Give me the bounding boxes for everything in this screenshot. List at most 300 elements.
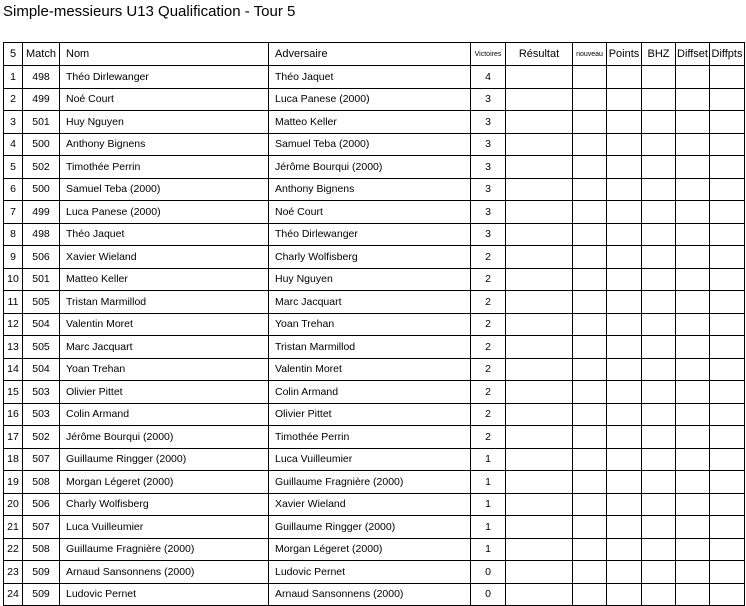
new-cell bbox=[573, 133, 607, 156]
table-row bbox=[4, 268, 745, 291]
bhz-cell bbox=[642, 66, 676, 89]
victories-cell: 2 bbox=[471, 403, 506, 426]
diffpts-cell bbox=[710, 201, 745, 224]
victories-cell: 2 bbox=[471, 291, 506, 314]
match-cell: 505 bbox=[23, 336, 60, 359]
points-cell bbox=[607, 538, 642, 561]
victories-cell: 2 bbox=[471, 381, 506, 404]
rank-cell: 11 bbox=[4, 291, 23, 314]
match-cell: 509 bbox=[23, 583, 60, 606]
match-cell: 502 bbox=[23, 156, 60, 179]
match-cell: 508 bbox=[23, 471, 60, 494]
diffpts-cell bbox=[710, 246, 745, 269]
new-cell bbox=[573, 201, 607, 224]
victories-cell: 2 bbox=[471, 268, 506, 291]
new-cell bbox=[573, 66, 607, 89]
table-row bbox=[4, 223, 745, 246]
points-cell bbox=[607, 381, 642, 404]
diffpts-cell bbox=[710, 516, 745, 539]
opponent-name-cell: Morgan Légeret (2000) bbox=[269, 538, 471, 561]
bhz-cell bbox=[642, 403, 676, 426]
table-row bbox=[4, 471, 745, 494]
bhz-cell bbox=[642, 133, 676, 156]
player-name-cell: Tristan Marmillod bbox=[60, 291, 269, 314]
diffset-cell bbox=[676, 336, 710, 359]
result-cell bbox=[506, 358, 573, 381]
diffset-cell bbox=[676, 291, 710, 314]
diffpts-cell bbox=[710, 381, 745, 404]
diffset-cell bbox=[676, 313, 710, 336]
diffset-cell bbox=[676, 268, 710, 291]
result-cell bbox=[506, 381, 573, 404]
opponent-name-cell: Luca Vuilleumier bbox=[269, 448, 471, 471]
victories-cell: 3 bbox=[471, 133, 506, 156]
match-cell: 504 bbox=[23, 358, 60, 381]
table-row bbox=[4, 516, 745, 539]
rank-cell: 4 bbox=[4, 133, 23, 156]
header-victoires: Victoires bbox=[471, 43, 506, 66]
table-row bbox=[4, 583, 745, 606]
table-row bbox=[4, 358, 745, 381]
result-cell bbox=[506, 493, 573, 516]
rank-cell: 17 bbox=[4, 426, 23, 449]
opponent-name-cell: Luca Panese (2000) bbox=[269, 88, 471, 111]
new-cell bbox=[573, 223, 607, 246]
page-title: Simple-messieurs U13 Qualification - Tour 5 bbox=[3, 3, 296, 20]
bhz-cell bbox=[642, 493, 676, 516]
match-cell: 505 bbox=[23, 291, 60, 314]
rank-cell: 6 bbox=[4, 178, 23, 201]
diffpts-cell bbox=[710, 133, 745, 156]
player-name-cell: Matteo Keller bbox=[60, 268, 269, 291]
rank-cell: 15 bbox=[4, 381, 23, 404]
points-cell bbox=[607, 88, 642, 111]
rank-cell: 20 bbox=[4, 493, 23, 516]
rank-cell: 10 bbox=[4, 268, 23, 291]
header-round: 5 bbox=[4, 43, 23, 66]
player-name-cell: Xavier Wieland bbox=[60, 246, 269, 269]
new-cell bbox=[573, 403, 607, 426]
new-cell bbox=[573, 268, 607, 291]
bhz-cell bbox=[642, 336, 676, 359]
match-cell: 500 bbox=[23, 178, 60, 201]
points-cell bbox=[607, 111, 642, 134]
new-cell bbox=[573, 538, 607, 561]
opponent-name-cell: Matteo Keller bbox=[269, 111, 471, 134]
header-points: Points bbox=[607, 43, 642, 66]
victories-cell: 2 bbox=[471, 358, 506, 381]
player-name-cell: Olivier Pittet bbox=[60, 381, 269, 404]
match-cell: 507 bbox=[23, 516, 60, 539]
bhz-cell bbox=[642, 88, 676, 111]
header-match: Match bbox=[23, 43, 60, 66]
new-cell bbox=[573, 88, 607, 111]
table-row bbox=[4, 88, 745, 111]
victories-cell: 0 bbox=[471, 583, 506, 606]
new-cell bbox=[573, 493, 607, 516]
points-cell bbox=[607, 493, 642, 516]
rank-cell: 12 bbox=[4, 313, 23, 336]
table-row bbox=[4, 448, 745, 471]
standings-table bbox=[3, 42, 745, 606]
opponent-name-cell: Samuel Teba (2000) bbox=[269, 133, 471, 156]
diffset-cell bbox=[676, 201, 710, 224]
rank-cell: 23 bbox=[4, 561, 23, 584]
player-name-cell: Ludovic Pernet bbox=[60, 583, 269, 606]
rank-cell: 8 bbox=[4, 223, 23, 246]
table-row bbox=[4, 381, 745, 404]
victories-cell: 1 bbox=[471, 471, 506, 494]
match-cell: 509 bbox=[23, 561, 60, 584]
result-cell bbox=[506, 201, 573, 224]
bhz-cell bbox=[642, 201, 676, 224]
player-name-cell: Anthony Bignens bbox=[60, 133, 269, 156]
match-cell: 498 bbox=[23, 223, 60, 246]
diffpts-cell bbox=[710, 313, 745, 336]
table-row bbox=[4, 493, 745, 516]
table-row bbox=[4, 403, 745, 426]
match-cell: 508 bbox=[23, 538, 60, 561]
rank-cell: 16 bbox=[4, 403, 23, 426]
result-cell bbox=[506, 403, 573, 426]
opponent-name-cell: Jérôme Bourqui (2000) bbox=[269, 156, 471, 179]
opponent-name-cell: Colin Armand bbox=[269, 381, 471, 404]
victories-cell: 3 bbox=[471, 156, 506, 179]
diffset-cell bbox=[676, 358, 710, 381]
table-row bbox=[4, 156, 745, 179]
player-name-cell: Valentin Moret bbox=[60, 313, 269, 336]
points-cell bbox=[607, 358, 642, 381]
player-name-cell: Morgan Légeret (2000) bbox=[60, 471, 269, 494]
opponent-name-cell: Théo Jaquet bbox=[269, 66, 471, 89]
opponent-name-cell: Olivier Pittet bbox=[269, 403, 471, 426]
bhz-cell bbox=[642, 561, 676, 584]
player-name-cell: Luca Vuilleumier bbox=[60, 516, 269, 539]
rank-cell: 19 bbox=[4, 471, 23, 494]
player-name-cell: Arnaud Sansonnens (2000) bbox=[60, 561, 269, 584]
new-cell bbox=[573, 516, 607, 539]
victories-cell: 4 bbox=[471, 66, 506, 89]
match-cell: 500 bbox=[23, 133, 60, 156]
points-cell bbox=[607, 426, 642, 449]
points-cell bbox=[607, 313, 642, 336]
rank-cell: 7 bbox=[4, 201, 23, 224]
points-cell bbox=[607, 201, 642, 224]
player-name-cell: Colin Armand bbox=[60, 403, 269, 426]
bhz-cell bbox=[642, 426, 676, 449]
opponent-name-cell: Arnaud Sansonnens (2000) bbox=[269, 583, 471, 606]
diffset-cell bbox=[676, 403, 710, 426]
rank-cell: 21 bbox=[4, 516, 23, 539]
victories-cell: 2 bbox=[471, 336, 506, 359]
victories-cell: 1 bbox=[471, 516, 506, 539]
new-cell bbox=[573, 448, 607, 471]
rank-cell: 5 bbox=[4, 156, 23, 179]
opponent-name-cell: Xavier Wieland bbox=[269, 493, 471, 516]
diffset-cell bbox=[676, 516, 710, 539]
header-nom: Nom bbox=[60, 43, 269, 66]
diffpts-cell bbox=[710, 178, 745, 201]
match-cell: 506 bbox=[23, 246, 60, 269]
diffpts-cell bbox=[710, 583, 745, 606]
new-cell bbox=[573, 291, 607, 314]
diffset-cell bbox=[676, 381, 710, 404]
opponent-name-cell: Charly Wolfisberg bbox=[269, 246, 471, 269]
victories-cell: 3 bbox=[471, 111, 506, 134]
opponent-name-cell: Théo Dirlewanger bbox=[269, 223, 471, 246]
diffpts-cell bbox=[710, 223, 745, 246]
player-name-cell: Guillaume Ringger (2000) bbox=[60, 448, 269, 471]
opponent-name-cell: Tristan Marmillod bbox=[269, 336, 471, 359]
table-row bbox=[4, 201, 745, 224]
result-cell bbox=[506, 313, 573, 336]
diffset-cell bbox=[676, 561, 710, 584]
result-cell bbox=[506, 336, 573, 359]
diffset-cell bbox=[676, 111, 710, 134]
victories-cell: 3 bbox=[471, 88, 506, 111]
new-cell bbox=[573, 313, 607, 336]
points-cell bbox=[607, 583, 642, 606]
new-cell bbox=[573, 111, 607, 134]
rank-cell: 24 bbox=[4, 583, 23, 606]
diffpts-cell bbox=[710, 66, 745, 89]
diffset-cell bbox=[676, 178, 710, 201]
diffpts-cell bbox=[710, 426, 745, 449]
result-cell bbox=[506, 111, 573, 134]
new-cell bbox=[573, 156, 607, 179]
match-cell: 506 bbox=[23, 493, 60, 516]
points-cell bbox=[607, 471, 642, 494]
player-name-cell: Noé Court bbox=[60, 88, 269, 111]
player-name-cell: Huy Nguyen bbox=[60, 111, 269, 134]
diffpts-cell bbox=[710, 493, 745, 516]
match-cell: 502 bbox=[23, 426, 60, 449]
bhz-cell bbox=[642, 583, 676, 606]
diffpts-cell bbox=[710, 403, 745, 426]
points-cell bbox=[607, 156, 642, 179]
bhz-cell bbox=[642, 313, 676, 336]
diffpts-cell bbox=[710, 448, 745, 471]
rank-cell: 2 bbox=[4, 88, 23, 111]
victories-cell: 3 bbox=[471, 201, 506, 224]
diffset-cell bbox=[676, 133, 710, 156]
diffpts-cell bbox=[710, 336, 745, 359]
points-cell bbox=[607, 223, 642, 246]
opponent-name-cell: Guillaume Fragnière (2000) bbox=[269, 471, 471, 494]
bhz-cell bbox=[642, 538, 676, 561]
table-row bbox=[4, 291, 745, 314]
rank-cell: 13 bbox=[4, 336, 23, 359]
bhz-cell bbox=[642, 381, 676, 404]
bhz-cell bbox=[642, 358, 676, 381]
victories-cell: 1 bbox=[471, 493, 506, 516]
result-cell bbox=[506, 291, 573, 314]
opponent-name-cell: Valentin Moret bbox=[269, 358, 471, 381]
opponent-name-cell: Noé Court bbox=[269, 201, 471, 224]
match-cell: 503 bbox=[23, 381, 60, 404]
points-cell bbox=[607, 448, 642, 471]
points-cell bbox=[607, 178, 642, 201]
diffpts-cell bbox=[710, 291, 745, 314]
points-cell bbox=[607, 268, 642, 291]
match-cell: 503 bbox=[23, 403, 60, 426]
player-name-cell: Théo Dirlewanger bbox=[60, 66, 269, 89]
new-cell bbox=[573, 336, 607, 359]
result-cell bbox=[506, 88, 573, 111]
match-cell: 498 bbox=[23, 66, 60, 89]
result-cell bbox=[506, 133, 573, 156]
new-cell bbox=[573, 471, 607, 494]
header-nouveau: nouveau bbox=[573, 43, 607, 66]
bhz-cell bbox=[642, 178, 676, 201]
diffset-cell bbox=[676, 66, 710, 89]
result-cell bbox=[506, 66, 573, 89]
header-diffpts: Diffpts bbox=[710, 43, 745, 66]
victories-cell: 0 bbox=[471, 561, 506, 584]
bhz-cell bbox=[642, 223, 676, 246]
new-cell bbox=[573, 358, 607, 381]
result-cell bbox=[506, 178, 573, 201]
points-cell bbox=[607, 133, 642, 156]
points-cell bbox=[607, 561, 642, 584]
diffpts-cell bbox=[710, 561, 745, 584]
victories-cell: 3 bbox=[471, 178, 506, 201]
player-name-cell: Marc Jacquart bbox=[60, 336, 269, 359]
player-name-cell: Théo Jaquet bbox=[60, 223, 269, 246]
table-row bbox=[4, 561, 745, 584]
new-cell bbox=[573, 381, 607, 404]
table-row bbox=[4, 178, 745, 201]
result-cell bbox=[506, 471, 573, 494]
bhz-cell bbox=[642, 516, 676, 539]
result-cell bbox=[506, 561, 573, 584]
points-cell bbox=[607, 246, 642, 269]
victories-cell: 3 bbox=[471, 223, 506, 246]
result-cell bbox=[506, 223, 573, 246]
table-row bbox=[4, 111, 745, 134]
diffpts-cell bbox=[710, 471, 745, 494]
victories-cell: 1 bbox=[471, 448, 506, 471]
result-cell bbox=[506, 426, 573, 449]
victories-cell: 2 bbox=[471, 426, 506, 449]
opponent-name-cell: Guillaume Ringger (2000) bbox=[269, 516, 471, 539]
points-cell bbox=[607, 403, 642, 426]
diffset-cell bbox=[676, 246, 710, 269]
header-resultat: Résultat bbox=[506, 43, 573, 66]
diffpts-cell bbox=[710, 268, 745, 291]
diffpts-cell bbox=[710, 358, 745, 381]
new-cell bbox=[573, 178, 607, 201]
table-row bbox=[4, 133, 745, 156]
new-cell bbox=[573, 561, 607, 584]
match-cell: 499 bbox=[23, 88, 60, 111]
rank-cell: 18 bbox=[4, 448, 23, 471]
player-name-cell: Guillaume Fragnière (2000) bbox=[60, 538, 269, 561]
diffset-cell bbox=[676, 223, 710, 246]
victories-cell: 2 bbox=[471, 313, 506, 336]
diffpts-cell bbox=[710, 538, 745, 561]
result-cell bbox=[506, 538, 573, 561]
table-row bbox=[4, 426, 745, 449]
diffset-cell bbox=[676, 471, 710, 494]
opponent-name-cell: Huy Nguyen bbox=[269, 268, 471, 291]
opponent-name-cell: Timothée Perrin bbox=[269, 426, 471, 449]
table-row bbox=[4, 336, 745, 359]
table-row bbox=[4, 313, 745, 336]
bhz-cell bbox=[642, 111, 676, 134]
diffpts-cell bbox=[710, 156, 745, 179]
match-cell: 504 bbox=[23, 313, 60, 336]
player-name-cell: Jérôme Bourqui (2000) bbox=[60, 426, 269, 449]
victories-cell: 2 bbox=[471, 246, 506, 269]
table-row bbox=[4, 246, 745, 269]
bhz-cell bbox=[642, 156, 676, 179]
bhz-cell bbox=[642, 291, 676, 314]
rank-cell: 1 bbox=[4, 66, 23, 89]
victories-cell: 1 bbox=[471, 538, 506, 561]
header-diffset: Diffset bbox=[676, 43, 710, 66]
header-adversaire: Adversaire bbox=[269, 43, 471, 66]
points-cell bbox=[607, 516, 642, 539]
bhz-cell bbox=[642, 246, 676, 269]
result-cell bbox=[506, 448, 573, 471]
diffset-cell bbox=[676, 156, 710, 179]
points-cell bbox=[607, 291, 642, 314]
diffpts-cell bbox=[710, 88, 745, 111]
bhz-cell bbox=[642, 471, 676, 494]
bhz-cell bbox=[642, 268, 676, 291]
diffset-cell bbox=[676, 426, 710, 449]
match-cell: 507 bbox=[23, 448, 60, 471]
rank-cell: 22 bbox=[4, 538, 23, 561]
new-cell bbox=[573, 583, 607, 606]
diffset-cell bbox=[676, 88, 710, 111]
player-name-cell: Timothée Perrin bbox=[60, 156, 269, 179]
diffset-cell bbox=[676, 538, 710, 561]
match-cell: 501 bbox=[23, 268, 60, 291]
diffset-cell bbox=[676, 493, 710, 516]
result-cell bbox=[506, 268, 573, 291]
player-name-cell: Charly Wolfisberg bbox=[60, 493, 269, 516]
diffset-cell bbox=[676, 448, 710, 471]
new-cell bbox=[573, 426, 607, 449]
rank-cell: 14 bbox=[4, 358, 23, 381]
diffpts-cell bbox=[710, 111, 745, 134]
header-row bbox=[4, 43, 745, 66]
rank-cell: 3 bbox=[4, 111, 23, 134]
opponent-name-cell: Anthony Bignens bbox=[269, 178, 471, 201]
table-row bbox=[4, 66, 745, 89]
rank-cell: 9 bbox=[4, 246, 23, 269]
table-row bbox=[4, 538, 745, 561]
result-cell bbox=[506, 516, 573, 539]
opponent-name-cell: Marc Jacquart bbox=[269, 291, 471, 314]
diffset-cell bbox=[676, 583, 710, 606]
points-cell bbox=[607, 66, 642, 89]
points-cell bbox=[607, 336, 642, 359]
opponent-name-cell: Yoan Trehan bbox=[269, 313, 471, 336]
bhz-cell bbox=[642, 448, 676, 471]
opponent-name-cell: Ludovic Pernet bbox=[269, 561, 471, 584]
result-cell bbox=[506, 156, 573, 179]
player-name-cell: Samuel Teba (2000) bbox=[60, 178, 269, 201]
match-cell: 501 bbox=[23, 111, 60, 134]
new-cell bbox=[573, 246, 607, 269]
result-cell bbox=[506, 583, 573, 606]
result-cell bbox=[506, 246, 573, 269]
match-cell: 499 bbox=[23, 201, 60, 224]
player-name-cell: Luca Panese (2000) bbox=[60, 201, 269, 224]
